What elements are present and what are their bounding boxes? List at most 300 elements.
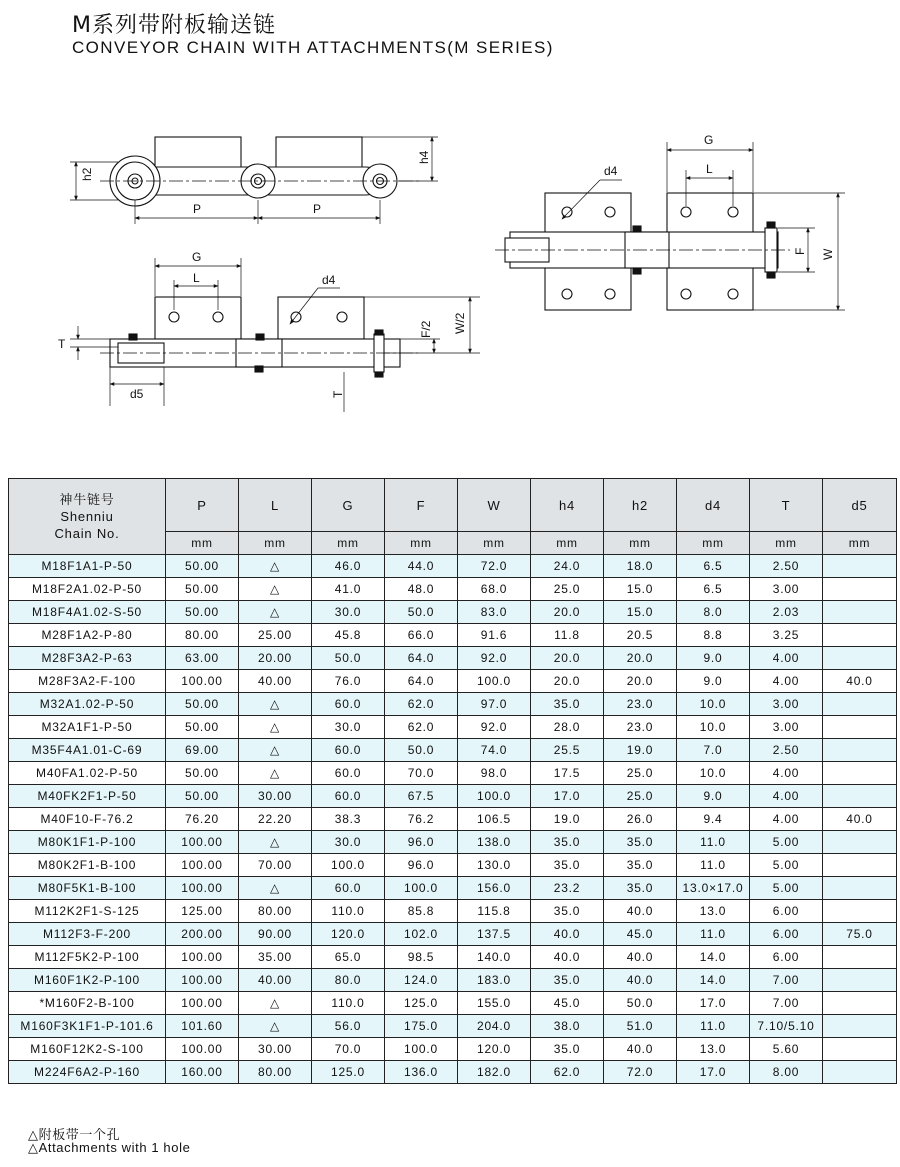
table-cell: 3.00 <box>750 716 823 739</box>
table-cell: △ <box>239 1015 312 1038</box>
chain-model-cell: M80K1F1-P-100 <box>9 831 166 854</box>
table-cell: 40.0 <box>604 1038 677 1061</box>
table-cell <box>823 854 897 877</box>
table-cell: 28.0 <box>531 716 604 739</box>
model-header-cn: 神牛链号 <box>59 492 115 507</box>
chain-model-cell: M18F2A1.02-P-50 <box>9 578 166 601</box>
table-cell: 35.00 <box>239 946 312 969</box>
table-cell: 100.0 <box>385 877 458 900</box>
table-cell: 200.00 <box>166 923 239 946</box>
table-cell: 50.00 <box>166 762 239 785</box>
chain-model-cell: M80F5K1-B-100 <box>9 877 166 900</box>
table-cell: 7.00 <box>750 969 823 992</box>
table-cell: 96.0 <box>385 854 458 877</box>
table-cell: 50.0 <box>604 992 677 1015</box>
table-cell: 6.00 <box>750 900 823 923</box>
table-cell: 23.0 <box>604 693 677 716</box>
table-cell: 25.0 <box>604 762 677 785</box>
chain-model-cell: M40FK2F1-P-50 <box>9 785 166 808</box>
table-cell: 35.0 <box>531 900 604 923</box>
table-cell: 100.00 <box>166 969 239 992</box>
table-cell: 74.0 <box>458 739 531 762</box>
table-cell: 4.00 <box>750 785 823 808</box>
table-cell: 100.00 <box>166 877 239 900</box>
spec-table <box>8 478 897 1084</box>
table-cell: 35.0 <box>531 693 604 716</box>
table-cell: 40.0 <box>604 900 677 923</box>
dim-label-h4: h4 <box>417 150 431 164</box>
table-cell: 20.0 <box>604 670 677 693</box>
table-cell: 17.0 <box>677 992 750 1015</box>
table-row <box>9 601 897 624</box>
dim-label-d4-top-view: d4 <box>322 273 336 287</box>
table-cell: 40.0 <box>604 969 677 992</box>
table-cell: 100.00 <box>166 946 239 969</box>
table-cell: 20.0 <box>604 647 677 670</box>
table-row <box>9 1061 897 1084</box>
table-cell <box>823 601 897 624</box>
table-cell: 40.00 <box>239 969 312 992</box>
table-cell: 72.0 <box>604 1061 677 1084</box>
table-cell: 4.00 <box>750 647 823 670</box>
column-header: d5 <box>823 479 897 532</box>
table-cell: 98.5 <box>385 946 458 969</box>
table-cell <box>823 693 897 716</box>
table-cell: 80.00 <box>239 1061 312 1084</box>
table-cell: 6.00 <box>750 923 823 946</box>
table-cell: 68.0 <box>458 578 531 601</box>
table-cell <box>823 946 897 969</box>
table-cell: 100.00 <box>166 670 239 693</box>
table-cell: 23.0 <box>604 716 677 739</box>
table-cell: △ <box>239 877 312 900</box>
dim-label-f-half: F/2 <box>419 320 433 338</box>
table-cell: 76.0 <box>312 670 385 693</box>
table-cell: 2.50 <box>750 555 823 578</box>
chain-model-cell: M112F5K2-P-100 <box>9 946 166 969</box>
table-cell: 124.0 <box>385 969 458 992</box>
table-row <box>9 946 897 969</box>
table-cell: 23.2 <box>531 877 604 900</box>
dim-label-d5: d5 <box>130 387 144 401</box>
table-cell: 35.0 <box>531 831 604 854</box>
table-cell: 62.0 <box>385 716 458 739</box>
table-cell: 100.00 <box>166 992 239 1015</box>
table-cell: 24.0 <box>531 555 604 578</box>
table-cell <box>823 578 897 601</box>
table-cell: 8.00 <box>750 1061 823 1084</box>
table-row <box>9 785 897 808</box>
table-row <box>9 854 897 877</box>
side-view-drawing <box>70 137 438 224</box>
table-row <box>9 992 897 1015</box>
table-row <box>9 831 897 854</box>
table-cell: 35.0 <box>531 854 604 877</box>
table-cell: 9.4 <box>677 808 750 831</box>
table-cell: 67.5 <box>385 785 458 808</box>
table-cell <box>823 877 897 900</box>
column-header: h2 <box>604 479 677 532</box>
chain-model-cell: M40FA1.02-P-50 <box>9 762 166 785</box>
table-cell: 83.0 <box>458 601 531 624</box>
dim-label-t-left: T <box>58 337 66 351</box>
chain-model-cell: M35F4A1.01-C-69 <box>9 739 166 762</box>
table-cell: 97.0 <box>458 693 531 716</box>
table-cell: 11.0 <box>677 923 750 946</box>
table-cell: 17.5 <box>531 762 604 785</box>
table-cell <box>823 739 897 762</box>
table-cell: 19.0 <box>531 808 604 831</box>
table-cell: △ <box>239 716 312 739</box>
table-cell: 20.0 <box>531 647 604 670</box>
table-cell: 5.00 <box>750 854 823 877</box>
table-cell: 3.00 <box>750 578 823 601</box>
table-cell: 15.0 <box>604 578 677 601</box>
table-cell: 35.0 <box>531 969 604 992</box>
table-cell: 4.00 <box>750 762 823 785</box>
table-cell: 25.0 <box>531 578 604 601</box>
table-cell: 76.20 <box>166 808 239 831</box>
table-cell: 9.0 <box>677 670 750 693</box>
chain-model-cell: M160F12K2-S-100 <box>9 1038 166 1061</box>
chain-model-cell: M28F3A2-F-100 <box>9 670 166 693</box>
table-cell: 64.0 <box>385 670 458 693</box>
table-cell: 8.8 <box>677 624 750 647</box>
table-cell: 45.0 <box>604 923 677 946</box>
unit-cell: mm <box>312 532 385 555</box>
table-cell: 204.0 <box>458 1015 531 1038</box>
table-cell: 30.00 <box>239 785 312 808</box>
table-cell: 6.00 <box>750 946 823 969</box>
chain-model-cell: M28F1A2-P-80 <box>9 624 166 647</box>
table-cell: 102.0 <box>385 923 458 946</box>
table-cell: 175.0 <box>385 1015 458 1038</box>
table-cell: 182.0 <box>458 1061 531 1084</box>
table-cell <box>823 992 897 1015</box>
chain-model-cell: *M160F2-B-100 <box>9 992 166 1015</box>
table-cell: 183.0 <box>458 969 531 992</box>
table-row <box>9 808 897 831</box>
column-header: P <box>166 479 239 532</box>
table-cell: 100.00 <box>166 854 239 877</box>
table-cell: 60.0 <box>312 785 385 808</box>
table-cell <box>823 647 897 670</box>
table-cell: △ <box>239 762 312 785</box>
table-cell: 155.0 <box>458 992 531 1015</box>
column-header: G <box>312 479 385 532</box>
model-header-chain-no: Chain No. <box>54 526 120 541</box>
unit-cell: mm <box>750 532 823 555</box>
table-cell: 115.8 <box>458 900 531 923</box>
column-header: F <box>385 479 458 532</box>
dim-label-w-half: W/2 <box>453 312 467 334</box>
table-cell: 138.0 <box>458 831 531 854</box>
table-row <box>9 900 897 923</box>
table-cell: 9.0 <box>677 647 750 670</box>
table-cell: 50.00 <box>166 555 239 578</box>
table-cell: 13.0 <box>677 900 750 923</box>
table-row <box>9 670 897 693</box>
table-cell: 90.00 <box>239 923 312 946</box>
table-cell: 35.0 <box>604 854 677 877</box>
table-cell: 30.0 <box>312 831 385 854</box>
table-cell: 40.0 <box>531 923 604 946</box>
table-cell: 125.00 <box>166 900 239 923</box>
dim-label-l-end-view: L <box>706 162 713 176</box>
chain-model-cell: M80K2F1-B-100 <box>9 854 166 877</box>
table-cell: 40.0 <box>823 670 897 693</box>
table-cell: 38.3 <box>312 808 385 831</box>
table-row <box>9 1038 897 1061</box>
table-cell: 96.0 <box>385 831 458 854</box>
table-cell: 70.00 <box>239 854 312 877</box>
table-cell: 18.0 <box>604 555 677 578</box>
column-header: W <box>458 479 531 532</box>
table-cell: △ <box>239 992 312 1015</box>
table-cell: △ <box>239 693 312 716</box>
chain-model-cell: M160F3K1F1-P-101.6 <box>9 1015 166 1038</box>
table-cell: 106.5 <box>458 808 531 831</box>
table-cell: 125.0 <box>385 992 458 1015</box>
table-cell: 5.60 <box>750 1038 823 1061</box>
table-cell: 66.0 <box>385 624 458 647</box>
table-cell <box>823 624 897 647</box>
table-cell: 30.0 <box>312 716 385 739</box>
table-cell <box>823 831 897 854</box>
table-cell: 98.0 <box>458 762 531 785</box>
table-cell: 20.5 <box>604 624 677 647</box>
table-cell: △ <box>239 555 312 578</box>
table-cell: 50.00 <box>166 578 239 601</box>
table-cell: 11.0 <box>677 831 750 854</box>
table-cell <box>823 555 897 578</box>
table-cell: 14.0 <box>677 969 750 992</box>
table-cell: 20.0 <box>531 601 604 624</box>
table-cell: 50.00 <box>166 716 239 739</box>
table-cell: 30.0 <box>312 601 385 624</box>
chain-model-cell: M112K2F1-S-125 <box>9 900 166 923</box>
dim-label-f: F <box>793 247 807 255</box>
table-cell: 65.0 <box>312 946 385 969</box>
end-view-drawing <box>495 142 845 310</box>
table-cell: 11.0 <box>677 854 750 877</box>
table-cell: △ <box>239 831 312 854</box>
table-cell: 45.0 <box>531 992 604 1015</box>
chain-model-cell: M32A1F1-P-50 <box>9 716 166 739</box>
table-cell: 11.0 <box>677 1015 750 1038</box>
dim-label-g-top-view: G <box>192 250 202 264</box>
table-cell: 20.00 <box>239 647 312 670</box>
table-cell: △ <box>239 739 312 762</box>
table-cell: 110.0 <box>312 992 385 1015</box>
dim-label-g-end-view: G <box>704 133 714 147</box>
table-cell: 120.0 <box>312 923 385 946</box>
table-cell: 50.00 <box>166 785 239 808</box>
unit-cell: mm <box>531 532 604 555</box>
table-cell: 80.00 <box>239 900 312 923</box>
dim-label-w: W <box>821 248 835 260</box>
table-cell: 45.8 <box>312 624 385 647</box>
table-cell: 25.5 <box>531 739 604 762</box>
table-cell: 91.6 <box>458 624 531 647</box>
table-cell: 25.0 <box>604 785 677 808</box>
table-cell: 60.0 <box>312 693 385 716</box>
table-cell: 41.0 <box>312 578 385 601</box>
chain-model-cell: M28F3A2-P-63 <box>9 647 166 670</box>
unit-cell: mm <box>166 532 239 555</box>
page-title-cn: M系列带附板输送链 <box>72 13 276 38</box>
chain-model-cell: M160F1K2-P-100 <box>9 969 166 992</box>
column-header: h4 <box>531 479 604 532</box>
table-cell: 70.0 <box>312 1038 385 1061</box>
table-cell: 17.0 <box>531 785 604 808</box>
table-cell: 40.0 <box>604 946 677 969</box>
table-cell: 100.00 <box>166 1038 239 1061</box>
table-cell: 156.0 <box>458 877 531 900</box>
table-cell: 46.0 <box>312 555 385 578</box>
table-cell: 3.00 <box>750 693 823 716</box>
table-cell: 7.00 <box>750 992 823 1015</box>
table-cell: 2.50 <box>750 739 823 762</box>
table-cell: 26.0 <box>604 808 677 831</box>
table-cell: 136.0 <box>385 1061 458 1084</box>
table-cell: 50.00 <box>166 693 239 716</box>
table-cell <box>823 762 897 785</box>
unit-cell: mm <box>823 532 897 555</box>
table-cell <box>823 785 897 808</box>
table-row <box>9 693 897 716</box>
table-cell: 7.10/5.10 <box>750 1015 823 1038</box>
table-cell: 40.0 <box>531 946 604 969</box>
dim-label-t-bottom: T <box>331 390 345 398</box>
table-cell: 100.0 <box>458 670 531 693</box>
table-cell: 64.0 <box>385 647 458 670</box>
table-cell: 160.00 <box>166 1061 239 1084</box>
table-cell: 8.0 <box>677 601 750 624</box>
unit-cell: mm <box>458 532 531 555</box>
table-cell: 25.00 <box>239 624 312 647</box>
table-cell: 35.0 <box>604 831 677 854</box>
column-header: L <box>239 479 312 532</box>
table-row <box>9 1015 897 1038</box>
column-header: d4 <box>677 479 750 532</box>
table-cell: 60.0 <box>312 739 385 762</box>
unit-cell: mm <box>385 532 458 555</box>
dim-label-l-top-view: L <box>193 271 200 285</box>
unit-cell: mm <box>677 532 750 555</box>
chain-model-cell: M18F1A1-P-50 <box>9 555 166 578</box>
table-cell: 100.0 <box>312 854 385 877</box>
table-cell: 40.0 <box>823 808 897 831</box>
table-cell <box>823 969 897 992</box>
table-cell <box>823 1061 897 1084</box>
table-cell: 100.0 <box>458 785 531 808</box>
table-row <box>9 923 897 946</box>
model-header-en: Shenniu <box>60 509 114 524</box>
table-row <box>9 647 897 670</box>
table-cell: 13.0×17.0 <box>677 877 750 900</box>
table-cell: △ <box>239 578 312 601</box>
table-cell: 100.00 <box>166 831 239 854</box>
table-cell: 5.00 <box>750 831 823 854</box>
table-row <box>9 555 897 578</box>
table-row <box>9 716 897 739</box>
table-cell: 13.0 <box>677 1038 750 1061</box>
table-cell: 130.0 <box>458 854 531 877</box>
chain-model-cell: M224F6A2-P-160 <box>9 1061 166 1084</box>
table-cell: 48.0 <box>385 578 458 601</box>
table-cell <box>823 1038 897 1061</box>
table-cell: 92.0 <box>458 647 531 670</box>
table-cell: 80.0 <box>312 969 385 992</box>
dim-label-p2: P <box>313 202 322 216</box>
table-cell <box>823 900 897 923</box>
table-row <box>9 969 897 992</box>
table-cell: 17.0 <box>677 1061 750 1084</box>
table-cell: 5.00 <box>750 877 823 900</box>
table-cell: 14.0 <box>677 946 750 969</box>
table-cell: 60.0 <box>312 877 385 900</box>
table-cell: △ <box>239 601 312 624</box>
table-cell <box>823 716 897 739</box>
table-cell: 62.0 <box>385 693 458 716</box>
table-cell: 92.0 <box>458 716 531 739</box>
table-cell: 69.00 <box>166 739 239 762</box>
table-cell: 80.00 <box>166 624 239 647</box>
column-header: T <box>750 479 823 532</box>
table-cell: 62.0 <box>531 1061 604 1084</box>
table-cell: 50.00 <box>166 601 239 624</box>
table-cell: 110.0 <box>312 900 385 923</box>
table-cell: 100.0 <box>385 1038 458 1061</box>
chain-model-cell: M40F10-F-76.2 <box>9 808 166 831</box>
chain-drawing-svg <box>0 120 900 420</box>
chain-model-cell: M112F3-F-200 <box>9 923 166 946</box>
table-row <box>9 877 897 900</box>
table-cell: 101.60 <box>166 1015 239 1038</box>
table-cell: 20.0 <box>531 670 604 693</box>
table-row <box>9 624 897 647</box>
chain-model-cell: M18F4A1.02-S-50 <box>9 601 166 624</box>
page-title-en: CONVEYOR CHAIN WITH ATTACHMENTS(M SERIES) <box>72 38 554 57</box>
table-row <box>9 739 897 762</box>
table-cell: 140.0 <box>458 946 531 969</box>
table-cell: 120.0 <box>458 1038 531 1061</box>
chain-model-cell: M32A1.02-P-50 <box>9 693 166 716</box>
table-cell: 9.0 <box>677 785 750 808</box>
table-cell: 10.0 <box>677 716 750 739</box>
table-cell: 10.0 <box>677 693 750 716</box>
table-row <box>9 578 897 601</box>
table-cell: 50.0 <box>385 739 458 762</box>
table-cell: 60.0 <box>312 762 385 785</box>
table-cell: 44.0 <box>385 555 458 578</box>
table-cell: 137.5 <box>458 923 531 946</box>
table-cell: 3.25 <box>750 624 823 647</box>
table-cell: 11.8 <box>531 624 604 647</box>
table-cell: 19.0 <box>604 739 677 762</box>
table-cell <box>823 1015 897 1038</box>
table-cell: 50.0 <box>312 647 385 670</box>
unit-cell: mm <box>604 532 677 555</box>
table-cell: 35.0 <box>604 877 677 900</box>
table-cell: 4.00 <box>750 670 823 693</box>
table-cell: 10.0 <box>677 762 750 785</box>
table-cell: 2.03 <box>750 601 823 624</box>
table-cell: 7.0 <box>677 739 750 762</box>
dim-label-p1: P <box>193 202 202 216</box>
table-cell: 63.00 <box>166 647 239 670</box>
